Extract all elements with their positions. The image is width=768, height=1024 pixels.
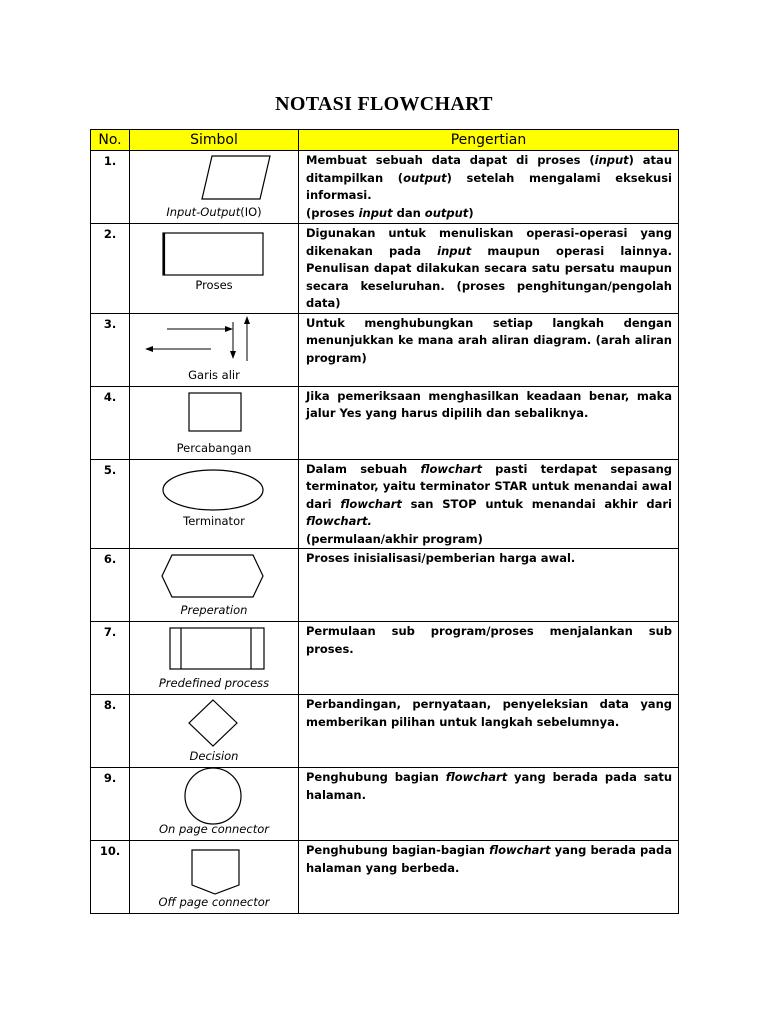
table-row [91, 151, 679, 224]
symbol-label: Decision [189, 749, 239, 763]
definition: Permulaan sub program/proses menjalankan sub proses. [299, 622, 679, 695]
row-number: 9. [91, 768, 130, 841]
symbol-label: Proses [195, 278, 233, 292]
table-row [91, 386, 679, 459]
definition: Digunakan untuk menuliskan operasi-operasi yang dikenakan pada input maupun operasi lainnya. Penulisan dapat dilakukan secara satu persatu maupun secara keseluruhan. (proses penghitungan/pengolah data) [299, 224, 679, 314]
table-row [91, 549, 679, 622]
page-title: NOTASI FLOWCHART [275, 93, 493, 115]
definition: Dalam sebuah flowchart pasti terdapat sepasang terminator, yaitu terminator STAR untuk menandai awal dari flowchart san STOP untuk menandai akhir dari flowchart. (permulaan/akhir program) [299, 459, 679, 549]
definition: Penghubung bagian flowchart yang berada pada satu halaman. [299, 768, 679, 841]
symbol-label: Predefined process [158, 676, 270, 690]
symbol-label: On page connector [159, 822, 269, 836]
table-row [91, 768, 679, 841]
symbol-cell [130, 841, 299, 914]
header-pengertian: Pengertian [299, 130, 679, 151]
definition: Penghubung bagian-bagian flowchart yang berada pada halaman yang berbeda. [299, 841, 679, 914]
row-number: 5. [91, 459, 130, 549]
symbol-cell [130, 224, 299, 314]
symbol-cell [130, 151, 299, 224]
symbol-label: Input-Output(IO) [166, 205, 262, 219]
symbol-label: Percabangan [176, 440, 252, 455]
symbol-cell [130, 622, 299, 695]
row-number: 6. [91, 549, 130, 622]
row-number: 7. [91, 622, 130, 695]
table-row [91, 313, 679, 386]
definition: Proses inisialisasi/pemberian harga awal. [299, 549, 679, 622]
table-row [91, 224, 679, 314]
symbol-cell [130, 459, 299, 549]
symbol-label: Terminator [183, 513, 245, 528]
table-row [91, 841, 679, 914]
definition: Untuk menghubungkan setiap langkah dengan menunjukkan ke mana arah aliran diagram. (arah aliran program) [299, 313, 679, 386]
symbol-label: Preperation [180, 603, 248, 617]
definition: Jika pemeriksaan menghasilkan keadaan benar, maka jalur Yes yang harus dipilih dan sebaliknya. [299, 386, 679, 459]
symbol-cell [130, 313, 299, 386]
definition: Membuat sebuah data dapat di proses (input) atau ditampilkan (output) setelah mengalami eksekusi informasi. (proses input dan output) [299, 151, 679, 224]
row-number: 3. [91, 313, 130, 386]
table-row [91, 459, 679, 549]
symbol-cell [130, 695, 299, 768]
table-header-row [91, 130, 679, 151]
header-simbol: Simbol [130, 130, 299, 151]
row-number: 2. [91, 224, 130, 314]
symbol-label: Garis alir [188, 367, 240, 382]
table-row [91, 695, 679, 768]
row-number: 4. [91, 386, 130, 459]
symbol-cell [130, 549, 299, 622]
definition: Perbandingan, pernyataan, penyeleksian data yang memberikan pilihan untuk langkah sebelumnya. [299, 695, 679, 768]
symbol-cell [130, 768, 299, 841]
row-number: 8. [91, 695, 130, 768]
table-row [91, 622, 679, 695]
row-number: 10. [91, 841, 130, 914]
row-number: 1. [91, 151, 130, 224]
header-no: No. [91, 130, 130, 151]
symbol-label: Off page connector [158, 895, 270, 909]
notation-table [90, 129, 679, 914]
symbol-cell [130, 386, 299, 459]
